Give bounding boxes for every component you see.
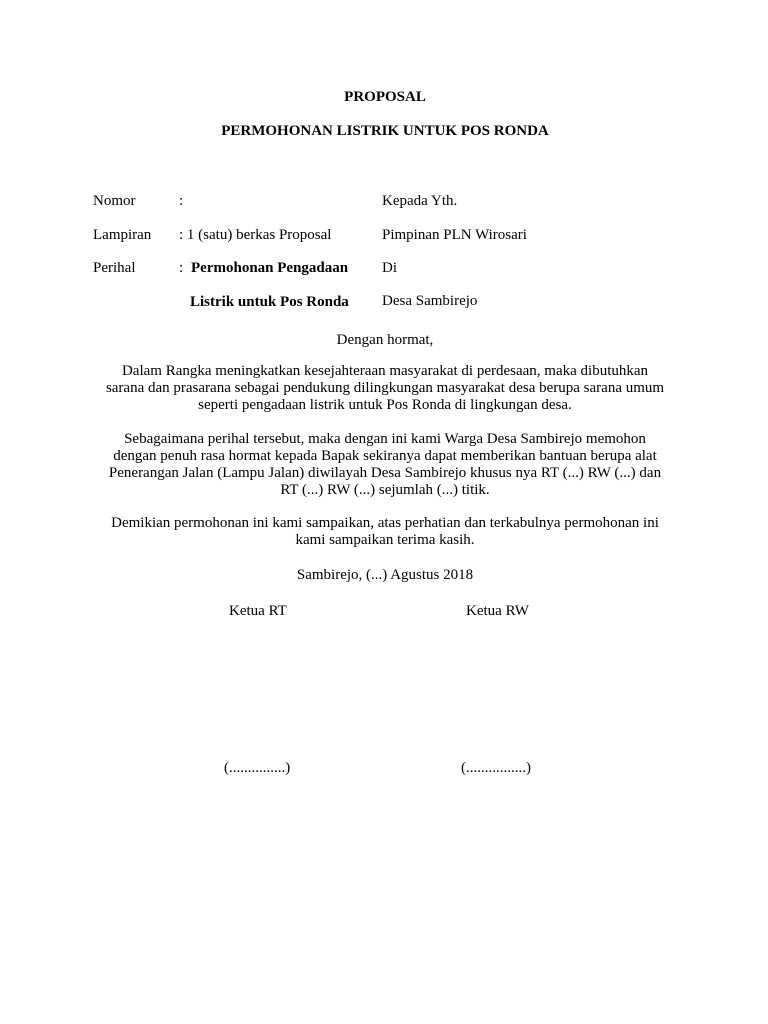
perihal-value-line2: Listrik untuk Pos Ronda (190, 294, 349, 310)
paragraph-line: sarana dan prasarana sebagai pendukung dilingkungan masyarakat desa berupa sarana umum (105, 380, 665, 396)
greeting: Dengan hormat, (336, 332, 434, 348)
document-subtitle: PERMOHONAN LISTRIK UNTUK POS RONDA (221, 123, 549, 139)
paragraph-line: seperti pengadaan listrik untuk Pos Ronda di lingkungan desa. (198, 397, 572, 413)
nomor-colon: : (179, 193, 184, 209)
recipient-line2: Pimpinan PLN Wirosari (382, 227, 527, 243)
paragraph-line: Sebagaimana perihal tersebut, maka dengan ini kami Warga Desa Sambirejo memohon (124, 431, 646, 447)
lampiran-value: : 1 (satu) berkas Proposal (179, 227, 332, 243)
paragraph-3 (60, 515, 710, 549)
signature-name-rw: (................) (461, 760, 531, 776)
signature-title-rw: Ketua RW (466, 603, 529, 619)
perihal-colon: : (179, 260, 184, 276)
date-place: Sambirejo, (...) Agustus 2018 (296, 567, 474, 583)
signature-name-rt: (...............) (224, 760, 291, 776)
perihal-label: Perihal (93, 260, 136, 276)
perihal-value-line1: Permohonan Pengadaan (191, 260, 349, 276)
paragraph-line: kami sampaikan terima kasih. (295, 532, 475, 548)
nomor-label: Nomor (93, 193, 136, 209)
recipient-line3: Di (382, 260, 397, 276)
document-title: PROPOSAL (344, 89, 426, 105)
paragraph-1 (60, 363, 710, 414)
paragraph-line: RT (...) RW (...) sejumlah (...) titik. (280, 482, 490, 498)
paragraph-line: Demikian permohonan ini kami sampaikan, atas perhatian dan terkabulnya permohonan ini (111, 515, 659, 531)
signature-title-rt: Ketua RT (229, 603, 287, 619)
paragraph-line: dengan penuh rasa hormat kepada Bapak sekiranya dapat memberikan bantuan berupa alat (113, 448, 657, 464)
recipient-line1: Kepada Yth. (382, 193, 458, 209)
paragraph-line: Dalam Rangka meningkatkan kesejahteraan masyarakat di perdesaan, maka dibutuhkan (121, 363, 649, 379)
recipient-line4: Desa Sambirejo (382, 293, 478, 309)
paragraph-line: Penerangan Jalan (Lampu Jalan) diwilayah Desa Sambirejo khusus nya RT (...) RW (...) dan (108, 465, 662, 481)
lampiran-label: Lampiran (93, 227, 152, 243)
paragraph-2 (60, 431, 710, 499)
